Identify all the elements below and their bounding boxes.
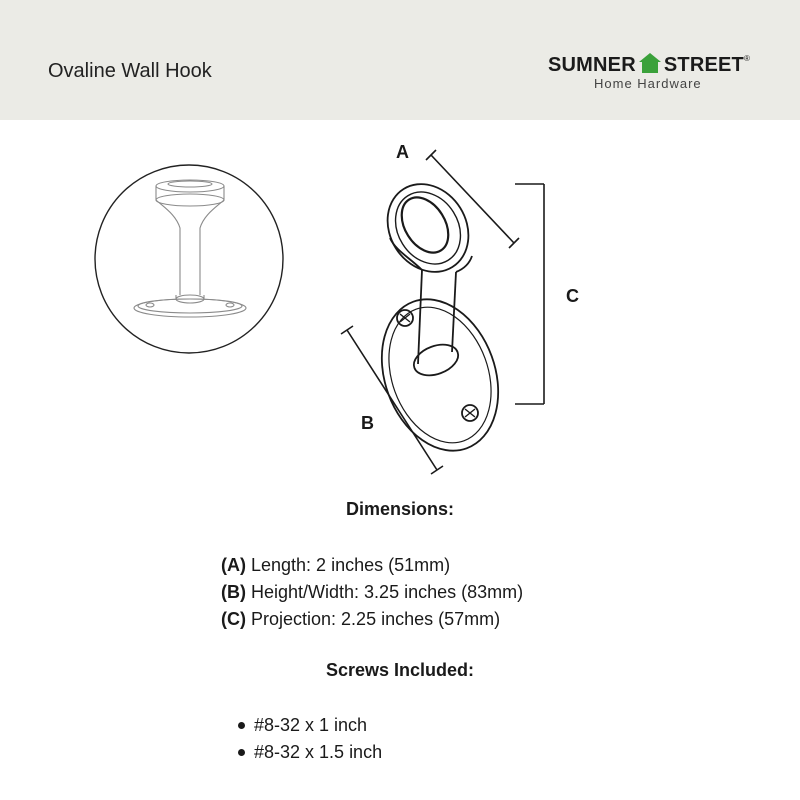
bullet-icon xyxy=(238,749,245,756)
dimension-label-b: B xyxy=(361,413,374,433)
product-diagram xyxy=(0,120,800,500)
bullet-icon xyxy=(238,722,245,729)
front-view-circle xyxy=(95,165,283,353)
header-bar xyxy=(0,0,800,120)
product-title: Ovaline Wall Hook xyxy=(48,60,212,82)
dimension-a-line xyxy=(426,150,519,248)
dimension-item-a xyxy=(221,552,523,579)
screw-text: #8-32 x 1 inch xyxy=(254,715,368,735)
brand-name-part1: SUMNER xyxy=(548,54,636,76)
dimension-c-line xyxy=(515,184,544,404)
spec-key: (B) xyxy=(221,582,246,602)
screw-text: #8-32 x 1.5 inch xyxy=(254,742,383,762)
registered-mark: ® xyxy=(743,54,751,63)
screws-heading: Screws Included: xyxy=(325,660,475,680)
spec-text: Height/Width: 3.25 inches (83mm) xyxy=(251,582,524,602)
dimensions-heading: Dimensions: xyxy=(345,499,455,519)
spec-key: (C) xyxy=(221,609,246,629)
spec-text: Length: 2 inches (51mm) xyxy=(251,555,451,575)
dimension-label-a: A xyxy=(396,142,409,162)
brand-logo xyxy=(548,48,768,98)
brand-tagline: Home Hardware xyxy=(594,76,702,91)
screw-item xyxy=(238,739,382,766)
dimensions-list xyxy=(221,552,523,633)
screws-list xyxy=(238,712,382,766)
spec-text: Projection: 2.25 inches (57mm) xyxy=(251,609,501,629)
dimension-item-b xyxy=(221,579,523,606)
spec-key: (A) xyxy=(221,555,246,575)
house-icon xyxy=(639,53,661,73)
brand-name xyxy=(548,53,750,77)
brand-name-part2: STREET xyxy=(663,54,744,76)
dimension-item-c xyxy=(221,606,523,633)
side-view-hook xyxy=(362,169,519,467)
screw-item xyxy=(238,712,382,739)
dimension-label-c: C xyxy=(566,286,579,306)
